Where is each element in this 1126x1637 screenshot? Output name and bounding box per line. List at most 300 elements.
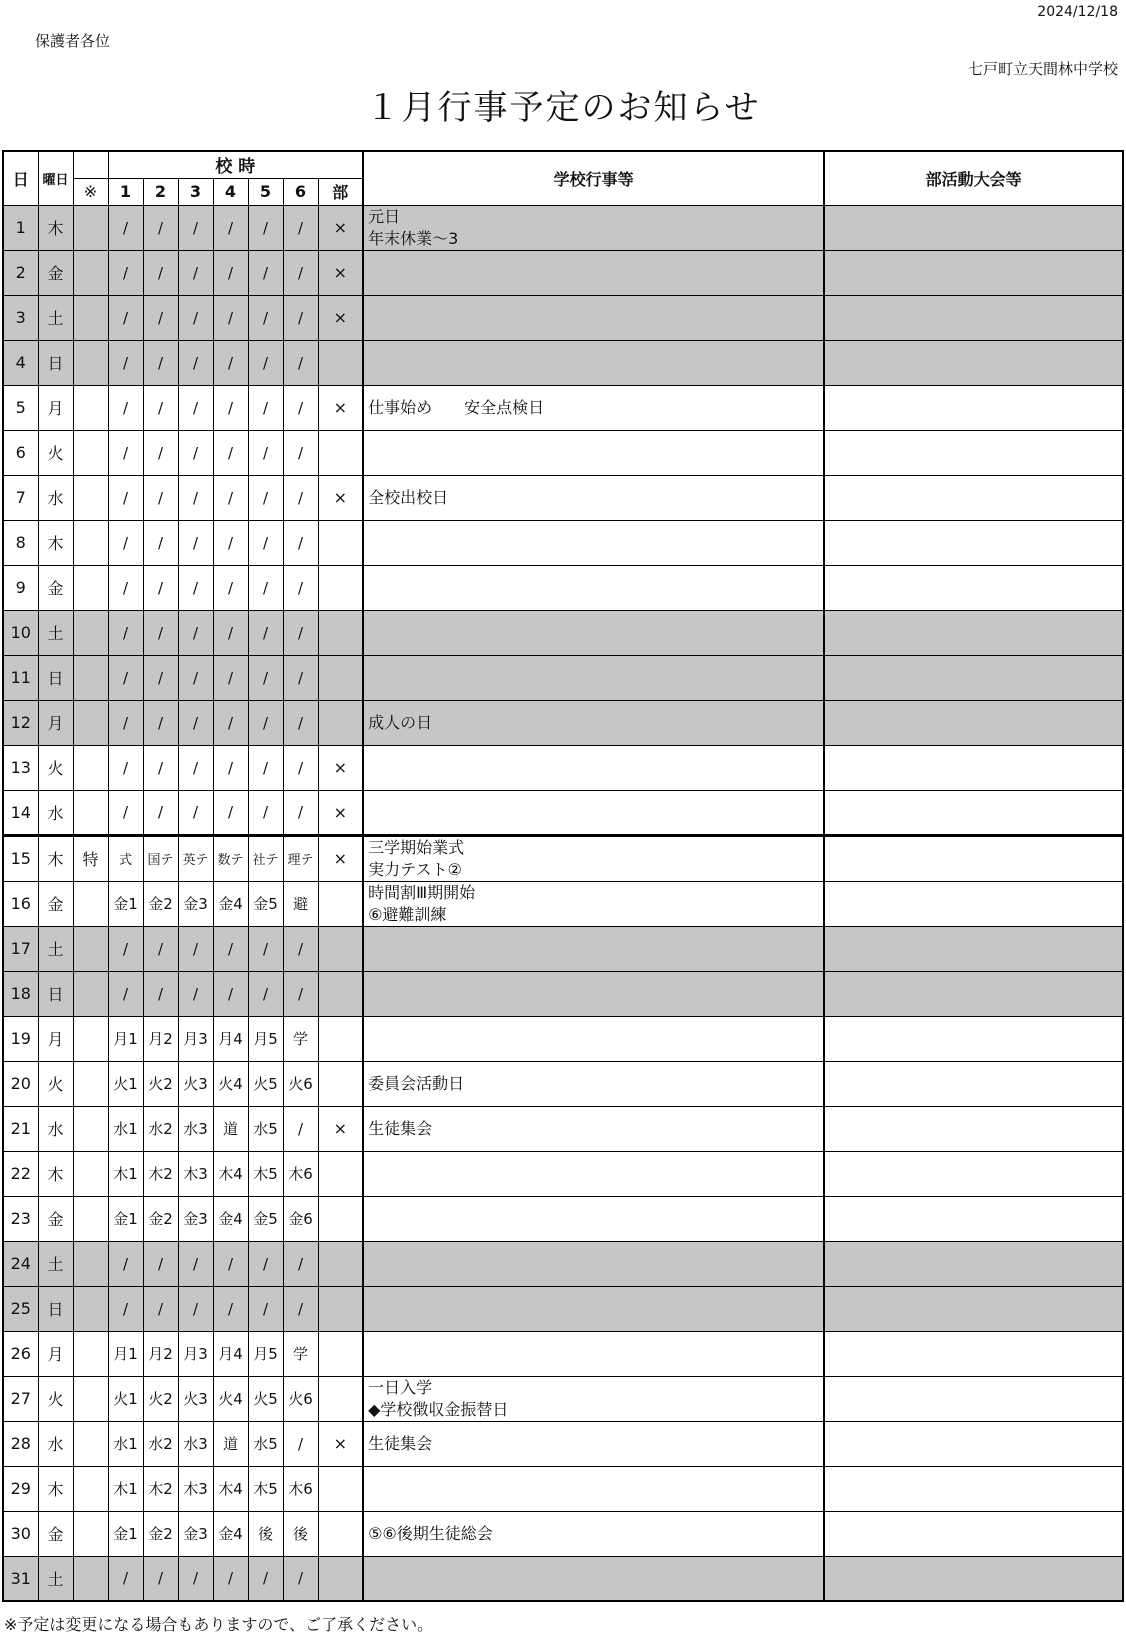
period-cell: 木1	[108, 1466, 143, 1511]
note-cell	[73, 790, 108, 835]
note-cell	[73, 1511, 108, 1556]
events-cell	[363, 1151, 824, 1196]
table-row	[3, 835, 1123, 881]
events-cell	[363, 295, 824, 340]
weekday-cell: 月	[38, 1016, 73, 1061]
period-cell: /	[143, 926, 178, 971]
events-cell	[363, 971, 824, 1016]
event-line: 一日入学	[368, 1377, 433, 1397]
club-mark-cell	[318, 1376, 363, 1421]
period-cell: 火6	[283, 1061, 318, 1106]
period-cell: 月4	[213, 1331, 248, 1376]
day-cell: 1	[3, 205, 38, 250]
period-cell: /	[248, 1556, 283, 1601]
period-cell: 火3	[178, 1061, 213, 1106]
period-cell: 水1	[108, 1421, 143, 1466]
period-cell: /	[108, 430, 143, 475]
table-row	[3, 610, 1123, 655]
period-cell: 英テ	[178, 835, 213, 881]
table-row	[3, 1556, 1123, 1601]
day-cell: 6	[3, 430, 38, 475]
note-cell	[73, 1241, 108, 1286]
club-events-cell	[824, 1196, 1123, 1241]
weekday-cell: 木	[38, 835, 73, 881]
event-line: 生徒集会	[368, 1118, 433, 1138]
period-cell: 金3	[178, 1196, 213, 1241]
club-events-cell	[824, 1061, 1123, 1106]
table-row	[3, 1196, 1123, 1241]
events-cell	[363, 475, 824, 520]
club-events-cell	[824, 385, 1123, 430]
period-cell: 金5	[248, 881, 283, 926]
period-cell: 後	[283, 1511, 318, 1556]
event-line: 委員会活動日	[368, 1073, 465, 1093]
period-cell: /	[108, 610, 143, 655]
events-cell	[363, 790, 824, 835]
period-cell: /	[108, 745, 143, 790]
period-cell: /	[178, 971, 213, 1016]
weekday-cell: 日	[38, 971, 73, 1016]
period-cell: 後	[248, 1511, 283, 1556]
note-cell: 特	[73, 835, 108, 881]
period-cell: /	[283, 1241, 318, 1286]
period-cell: 月5	[248, 1331, 283, 1376]
period-cell: /	[178, 926, 213, 971]
club-events-cell	[824, 1556, 1123, 1601]
club-mark-cell	[318, 700, 363, 745]
period-cell: /	[108, 520, 143, 565]
period-cell: /	[213, 790, 248, 835]
note-cell	[73, 1196, 108, 1241]
period-cell: 金2	[143, 1511, 178, 1556]
club-events-cell	[824, 1331, 1123, 1376]
note-cell	[73, 881, 108, 926]
period-cell: 国テ	[143, 835, 178, 881]
period-cell: /	[283, 1106, 318, 1151]
table-row	[3, 1466, 1123, 1511]
events-cell	[363, 1106, 824, 1151]
club-mark-cell: ×	[318, 835, 363, 881]
header-day: 日	[3, 151, 38, 205]
note-cell	[73, 250, 108, 295]
schedule-table	[2, 150, 1124, 1602]
period-cell: /	[143, 520, 178, 565]
event-line: 実力テスト②	[368, 859, 462, 879]
day-cell: 29	[3, 1466, 38, 1511]
period-cell: 月2	[143, 1331, 178, 1376]
events-cell	[363, 205, 824, 250]
note-cell	[73, 1421, 108, 1466]
club-mark-cell: ×	[318, 1421, 363, 1466]
table-row	[3, 1241, 1123, 1286]
club-events-cell	[824, 790, 1123, 835]
events-cell	[363, 1241, 824, 1286]
day-cell: 7	[3, 475, 38, 520]
day-cell: 14	[3, 790, 38, 835]
event-line: 全校出校日	[368, 487, 449, 507]
period-cell: /	[178, 385, 213, 430]
event-line: 仕事始め 安全点検日	[368, 397, 545, 417]
weekday-cell: 土	[38, 926, 73, 971]
period-cell: /	[178, 205, 213, 250]
period-cell: /	[143, 971, 178, 1016]
period-cell: /	[213, 340, 248, 385]
event-line: 時間割Ⅲ期開始	[368, 882, 476, 902]
weekday-cell: 火	[38, 745, 73, 790]
weekday-cell: 土	[38, 295, 73, 340]
day-cell: 4	[3, 340, 38, 385]
header-events: 学校行事等	[363, 151, 824, 205]
period-cell: 学	[283, 1016, 318, 1061]
period-cell: /	[283, 655, 318, 700]
period-cell: 金1	[108, 1511, 143, 1556]
period-cell: 月4	[213, 1016, 248, 1061]
club-mark-cell	[318, 881, 363, 926]
period-cell: 木5	[248, 1466, 283, 1511]
note-cell	[73, 971, 108, 1016]
period-cell: /	[248, 610, 283, 655]
note-cell	[73, 1151, 108, 1196]
club-events-cell	[824, 700, 1123, 745]
club-events-cell	[824, 1241, 1123, 1286]
events-cell	[363, 1466, 824, 1511]
period-cell: 数テ	[213, 835, 248, 881]
club-events-cell	[824, 1106, 1123, 1151]
day-cell: 2	[3, 250, 38, 295]
period-cell: 火5	[248, 1061, 283, 1106]
period-cell: /	[213, 745, 248, 790]
day-cell: 13	[3, 745, 38, 790]
header-note: ※	[73, 178, 108, 205]
club-mark-cell	[318, 1241, 363, 1286]
day-cell: 23	[3, 1196, 38, 1241]
period-cell: 月3	[178, 1016, 213, 1061]
club-mark-cell	[318, 610, 363, 655]
event-line: ⑥避難訓練	[368, 904, 447, 924]
table-row	[3, 1376, 1123, 1421]
period-cell: /	[143, 565, 178, 610]
school-name: 七戸町立天間林中学校	[967, 60, 1118, 78]
note-cell	[73, 1376, 108, 1421]
header-weekday: 曜日	[38, 151, 73, 205]
period-cell: /	[143, 700, 178, 745]
period-cell: /	[213, 610, 248, 655]
club-mark-cell	[318, 1151, 363, 1196]
period-cell: /	[213, 295, 248, 340]
period-cell: /	[283, 205, 318, 250]
weekday-cell: 火	[38, 430, 73, 475]
period-cell: /	[283, 971, 318, 1016]
club-mark-cell	[318, 430, 363, 475]
page-title: １月行事予定のお知らせ	[365, 88, 761, 128]
period-cell: /	[108, 971, 143, 1016]
events-cell	[363, 1286, 824, 1331]
weekday-cell: 金	[38, 1511, 73, 1556]
period-cell: /	[213, 926, 248, 971]
period-cell: /	[143, 610, 178, 655]
period-cell: 月1	[108, 1331, 143, 1376]
club-events-cell	[824, 340, 1123, 385]
period-cell: /	[283, 250, 318, 295]
period-cell: /	[248, 520, 283, 565]
period-cell: /	[108, 655, 143, 700]
events-cell	[363, 430, 824, 475]
period-cell: /	[248, 1241, 283, 1286]
club-mark-cell	[318, 1286, 363, 1331]
club-mark-cell: ×	[318, 205, 363, 250]
club-events-cell	[824, 881, 1123, 926]
period-cell: /	[108, 1556, 143, 1601]
period-cell: /	[213, 205, 248, 250]
period-cell: 金4	[213, 1196, 248, 1241]
period-cell: /	[283, 745, 318, 790]
period-cell: /	[178, 790, 213, 835]
table-row	[3, 475, 1123, 520]
day-cell: 30	[3, 1511, 38, 1556]
weekday-cell: 土	[38, 1241, 73, 1286]
weekday-cell: 水	[38, 1421, 73, 1466]
period-cell: /	[283, 340, 318, 385]
club-mark-cell: ×	[318, 790, 363, 835]
table-row	[3, 1331, 1123, 1376]
note-cell	[73, 205, 108, 250]
note-cell	[73, 655, 108, 700]
period-cell: /	[108, 565, 143, 610]
period-cell: 木4	[213, 1151, 248, 1196]
note-cell	[73, 295, 108, 340]
period-cell: /	[213, 385, 248, 430]
events-cell	[363, 250, 824, 295]
period-cell: /	[283, 565, 318, 610]
period-cell: 社テ	[248, 835, 283, 881]
day-cell: 9	[3, 565, 38, 610]
period-cell: /	[178, 1286, 213, 1331]
day-cell: 15	[3, 835, 38, 881]
period-cell: /	[143, 205, 178, 250]
events-cell	[363, 340, 824, 385]
period-cell: /	[143, 385, 178, 430]
period-cell: /	[108, 1241, 143, 1286]
day-cell: 21	[3, 1106, 38, 1151]
club-mark-cell: ×	[318, 295, 363, 340]
table-row	[3, 205, 1123, 250]
period-cell: /	[143, 250, 178, 295]
period-cell: /	[248, 971, 283, 1016]
club-mark-cell: ×	[318, 385, 363, 430]
table-row	[3, 430, 1123, 475]
event-line: 三学期始業式	[368, 837, 465, 857]
period-cell: /	[283, 1421, 318, 1466]
period-cell: 水5	[248, 1421, 283, 1466]
events-cell	[363, 1421, 824, 1466]
club-mark-cell	[318, 926, 363, 971]
period-cell: /	[283, 790, 318, 835]
note-cell	[73, 926, 108, 971]
period-cell: /	[108, 385, 143, 430]
period-cell: /	[213, 655, 248, 700]
period-cell: 金1	[108, 881, 143, 926]
period-cell: 火5	[248, 1376, 283, 1421]
club-mark-cell: ×	[318, 745, 363, 790]
day-cell: 26	[3, 1331, 38, 1376]
period-cell: 火4	[213, 1376, 248, 1421]
day-cell: 18	[3, 971, 38, 1016]
table-row	[3, 655, 1123, 700]
note-cell	[73, 475, 108, 520]
events-cell	[363, 385, 824, 430]
club-events-cell	[824, 520, 1123, 565]
club-events-cell	[824, 610, 1123, 655]
period-cell: 金4	[213, 1511, 248, 1556]
club-mark-cell: ×	[318, 475, 363, 520]
day-cell: 20	[3, 1061, 38, 1106]
period-cell: 木6	[283, 1151, 318, 1196]
table-row	[3, 971, 1123, 1016]
day-cell: 5	[3, 385, 38, 430]
period-cell: /	[108, 205, 143, 250]
period-cell: /	[143, 790, 178, 835]
weekday-cell: 木	[38, 205, 73, 250]
club-mark-cell	[318, 1061, 363, 1106]
club-events-cell	[824, 205, 1123, 250]
note-cell	[73, 565, 108, 610]
table-row	[3, 385, 1123, 430]
events-cell	[363, 835, 824, 881]
day-cell: 19	[3, 1016, 38, 1061]
header-club: 部	[318, 178, 363, 205]
period-cell: /	[108, 790, 143, 835]
period-cell: /	[108, 295, 143, 340]
weekday-cell: 木	[38, 1466, 73, 1511]
weekday-cell: 水	[38, 1106, 73, 1151]
period-cell: /	[283, 610, 318, 655]
club-events-cell	[824, 1466, 1123, 1511]
club-events-cell	[824, 1511, 1123, 1556]
period-cell: /	[143, 430, 178, 475]
period-cell: 金4	[213, 881, 248, 926]
table-row	[3, 1421, 1123, 1466]
weekday-cell: 金	[38, 1196, 73, 1241]
period-cell: 木1	[108, 1151, 143, 1196]
club-events-cell	[824, 1151, 1123, 1196]
note-cell	[73, 1286, 108, 1331]
weekday-cell: 月	[38, 700, 73, 745]
period-cell: /	[108, 250, 143, 295]
period-cell: /	[213, 1286, 248, 1331]
period-cell: /	[283, 1556, 318, 1601]
period-cell: /	[143, 340, 178, 385]
period-cell: /	[283, 700, 318, 745]
period-cell: /	[143, 1556, 178, 1601]
events-cell	[363, 1196, 824, 1241]
club-mark-cell	[318, 565, 363, 610]
events-cell	[363, 1376, 824, 1421]
period-cell: /	[248, 565, 283, 610]
event-line: 成人の日	[368, 712, 433, 732]
weekday-cell: 金	[38, 881, 73, 926]
table-row	[3, 1061, 1123, 1106]
period-cell: 月5	[248, 1016, 283, 1061]
header-period-2: 2	[143, 178, 178, 205]
period-cell: 金6	[283, 1196, 318, 1241]
note-cell	[73, 610, 108, 655]
club-events-cell	[824, 565, 1123, 610]
note-cell	[73, 1106, 108, 1151]
period-cell: 木5	[248, 1151, 283, 1196]
period-cell: /	[178, 1556, 213, 1601]
period-cell: 金3	[178, 1511, 213, 1556]
period-cell: 理テ	[283, 835, 318, 881]
weekday-cell: 水	[38, 790, 73, 835]
period-cell: /	[283, 475, 318, 520]
events-cell	[363, 610, 824, 655]
weekday-cell: 土	[38, 1556, 73, 1601]
table-row	[3, 700, 1123, 745]
period-cell: /	[248, 475, 283, 520]
period-cell: /	[213, 475, 248, 520]
day-cell: 3	[3, 295, 38, 340]
header-note-top	[73, 151, 108, 178]
period-cell: /	[178, 1241, 213, 1286]
period-cell: /	[143, 1241, 178, 1286]
period-cell: 水3	[178, 1421, 213, 1466]
period-cell: /	[248, 340, 283, 385]
day-cell: 11	[3, 655, 38, 700]
period-cell: /	[248, 745, 283, 790]
header-period-4: 4	[213, 178, 248, 205]
events-cell	[363, 1556, 824, 1601]
club-mark-cell	[318, 1466, 363, 1511]
period-cell: /	[283, 520, 318, 565]
period-cell: /	[248, 295, 283, 340]
period-cell: /	[108, 1286, 143, 1331]
period-cell: 道	[213, 1106, 248, 1151]
period-cell: /	[213, 250, 248, 295]
table-row	[3, 1016, 1123, 1061]
period-cell: /	[248, 205, 283, 250]
events-cell	[363, 700, 824, 745]
period-cell: /	[178, 745, 213, 790]
day-cell: 12	[3, 700, 38, 745]
table-row	[3, 295, 1123, 340]
period-cell: /	[143, 745, 178, 790]
club-events-cell	[824, 835, 1123, 881]
event-line: 生徒集会	[368, 1433, 433, 1453]
period-cell: 火1	[108, 1061, 143, 1106]
club-events-cell	[824, 430, 1123, 475]
note-cell	[73, 520, 108, 565]
club-events-cell	[824, 295, 1123, 340]
events-cell	[363, 1331, 824, 1376]
weekday-cell: 月	[38, 1331, 73, 1376]
day-cell: 24	[3, 1241, 38, 1286]
period-cell: /	[143, 1286, 178, 1331]
table-row	[3, 1511, 1123, 1556]
period-cell: 木3	[178, 1151, 213, 1196]
table-row	[3, 881, 1123, 926]
period-cell: /	[248, 1286, 283, 1331]
day-cell: 25	[3, 1286, 38, 1331]
events-cell	[363, 1061, 824, 1106]
recipient: 保護者各位	[35, 32, 111, 50]
events-cell	[363, 745, 824, 790]
period-cell: 木2	[143, 1466, 178, 1511]
period-cell: /	[283, 926, 318, 971]
period-cell: /	[178, 340, 213, 385]
day-cell: 31	[3, 1556, 38, 1601]
period-cell: /	[213, 565, 248, 610]
club-mark-cell: ×	[318, 1106, 363, 1151]
